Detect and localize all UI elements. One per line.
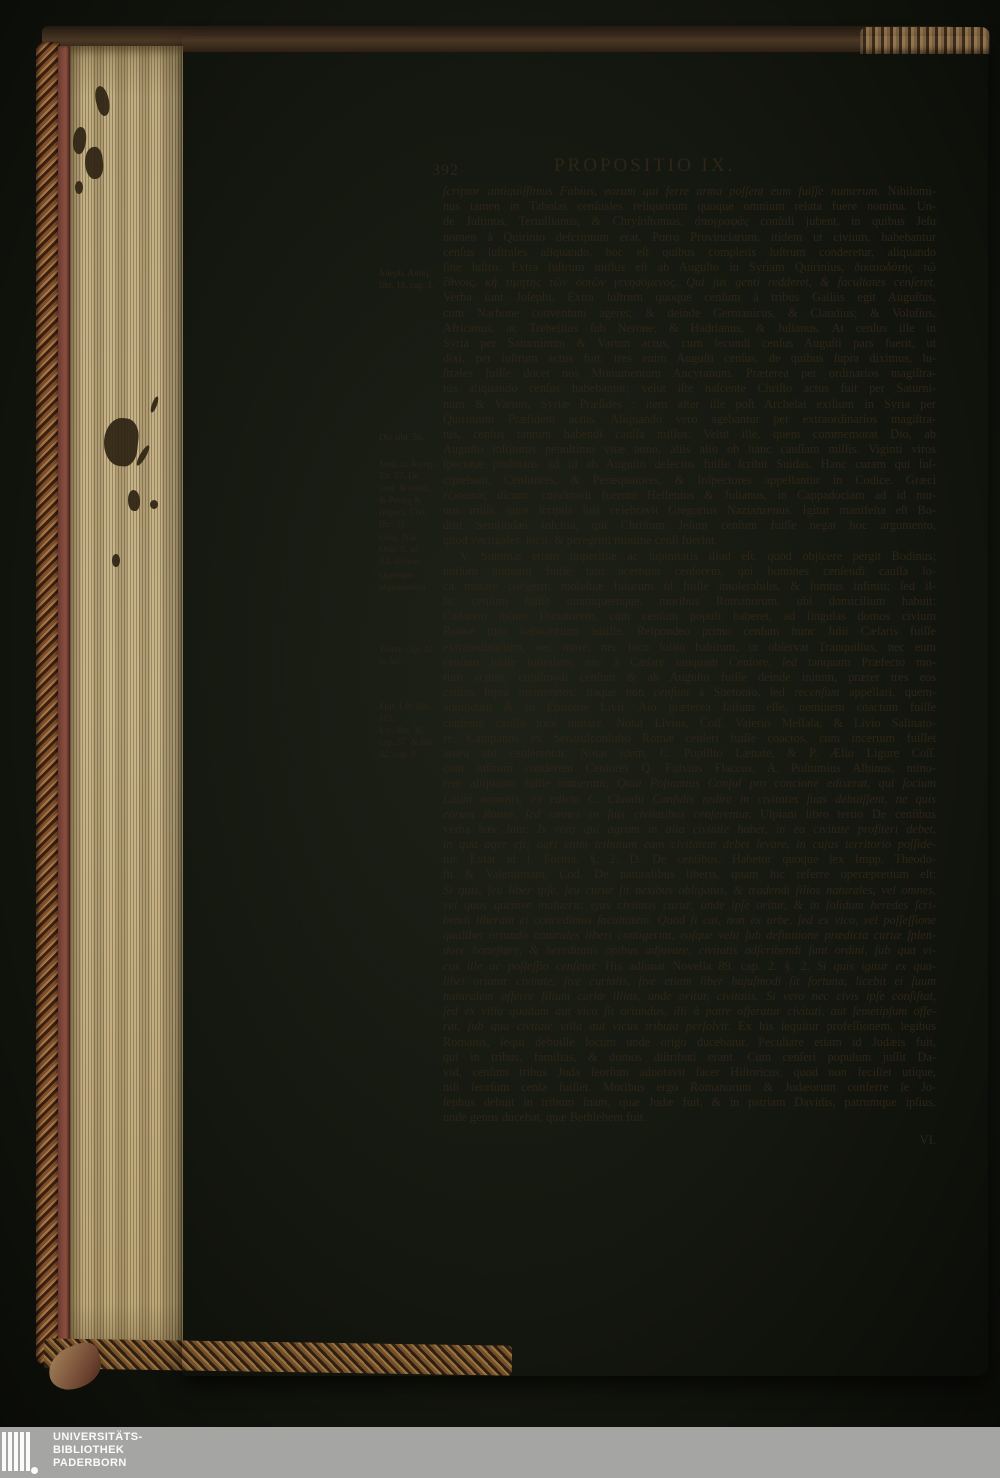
text-line — [443, 898, 936, 913]
text-segment: verba hæc ſunt: — [443, 821, 538, 836]
margin-note-line: argumentum — [379, 583, 426, 594]
text-line — [443, 351, 936, 366]
greek-text-segment: ἀπογραφὰς — [694, 214, 749, 229]
text-segment: cipiebant, Cenſitores, & Peræquatores, & Inſpectores appellantur in Codice. Græci — [443, 472, 936, 487]
text-segment: cenſum fuiſſe luſtralem, nec à Cæſare tanquam Cenſore, ſed tanquam Præfecto mo- — [443, 654, 936, 669]
text-line — [443, 716, 936, 731]
text-segment: nus tamen in Tabulas cenſuales reliquorum quoque omnium relata fuere nomina. Un- — [443, 199, 936, 214]
text-segment: recenſum — [794, 685, 840, 700]
text-segment: cum luſtrum conderent Cenſores Q. Fulvius Flaccus, A. Poſtumius Albinus, mino- — [443, 761, 936, 776]
text-segment: eorum Romæ, ſed omnes in ſuis civitatibus cenſerentur. — [443, 806, 752, 821]
text-segment: ſpectatæ probitatis ad id ab Auguſto delectos fuiſſe ſcribit Suidas. Hanc curam qui ſuſ- — [443, 457, 936, 472]
text-segment: antea ubi cenſerentur. Notat idem, C. Popillio Lænate, & P. Ælio Ligure Coſſ. — [443, 745, 936, 760]
text-line — [443, 989, 936, 1004]
margin-note-line: 115. — [379, 714, 395, 725]
text-segment: ca mutare coëgerit; moleſtiæ futurum id fuiſſe intolerabilis, & ſumtus infiniti; ſed il- — [443, 578, 936, 593]
text-segment: cenſum — [653, 685, 690, 700]
text-line — [443, 214, 936, 229]
text-segment: Verba ſunt Joſephi. Extra luſtrum quoque cenſum à tribus Galliis egit Auguſtus, — [443, 290, 936, 305]
text-segment: bendi liberam ei concedimus facultatem. Quod ſi cui, non ex urbe, ſed ex vico, vel poſſeſſione — [443, 913, 936, 927]
text-line — [443, 275, 936, 290]
library-watermark-band — [0, 1427, 1000, 1478]
text-segment: admodum & in Epitome Livii. Aio præterea falſum eſſe, neminem coactum fuiſſe — [443, 700, 936, 715]
catchword: VI. — [919, 1133, 936, 1147]
text-segment: Romanis, ſequi debuiſſe locum unde origo ducebatur. Peculiare etiam id Judæis fuit, — [443, 1034, 936, 1049]
margin-note-line: libr. 11. — [379, 520, 408, 531]
library-logo-dot-icon — [31, 1467, 38, 1474]
text-segment: lic cenſum fuiſſe unumquemque, moribus Romanorum, ubi domicilium habuit: — [443, 594, 936, 609]
text-segment: re, Campanos ex Senatuſconſulto Romæ cenſeri fuiſſe coactos, cum incertum fuiſſet — [443, 730, 936, 745]
text-segment: cenſus ſupra memoratos; itaque non — [443, 685, 654, 700]
text-segment: Is vero qui agrum in alia civitate habet, in ea civitate profiteri debet, — [537, 821, 936, 836]
text-line — [443, 184, 936, 199]
margin-note-line: 42. cap. 9. — [379, 750, 418, 761]
ink-stain — [128, 490, 140, 511]
margin-note-line: Orat. 9. ad — [379, 544, 419, 555]
margin-note-line: Suid. in Ἀπογρ. — [379, 460, 438, 470]
text-line — [443, 503, 936, 518]
text-line — [443, 594, 936, 609]
text-line — [443, 867, 936, 882]
text-line — [443, 1095, 936, 1110]
text-line — [443, 518, 936, 533]
text-line — [443, 822, 936, 837]
text-segment: Romæ tunc habitantium adiiſſe. Reſpondeo primo cenſum hunc Julii Cæſaris fuiſſe — [443, 624, 936, 639]
text-line — [443, 1019, 936, 1034]
margin-note-line: Inſpect. Cod. — [379, 508, 428, 519]
text-segment: cus ille ac poſſeſſio cenſetur. — [443, 958, 598, 973]
text-segment: ſine luſtro. Extra luſtrum miſſus eſt ab Auguſto in Syriam Quirinius, — [443, 259, 855, 274]
library-name-line: BIBLIOTHEK — [53, 1444, 125, 1456]
text-segment: nomen à Quirinio deſcriptum erat. Porro Provinciarum, itidem ut civium, habebantur — [443, 229, 936, 244]
text-line — [443, 397, 936, 412]
greek-text-segment: ἔθνοις, κὴ τιμητὴς τῶν ὁσιῶν γενησόμενος. — [443, 275, 678, 290]
text-line — [443, 852, 936, 867]
text-segment: V. Summæ etiam imperitiæ ac ſupinitatis illud eſt, quod objicere pergit Bodinus; — [460, 548, 936, 563]
margin-note-line: Joſeph. Antiq. — [379, 269, 431, 279]
text-segment: rum actum; cujuſmodi cenſum & ab Auguſto fuiſſe deinde initum, præter tres eos — [443, 670, 936, 684]
text-segment: tus, cenſus tantum habendi cauſſa miſſos. Velut ille, quem commemorat Dio, ab — [443, 427, 936, 441]
text-line — [443, 943, 936, 958]
text-segment: vel quos quemve maluerit: ejus civitatis curiæ, unde ipſe oritur, & in ſolidum heredes ſcri- — [443, 897, 936, 912]
text-segment: dore honeſtare, & hereditatis opibus adjuvare, civitatis adſcribendi ſunt ordini, ſub qua vi- — [443, 943, 936, 958]
text-line — [443, 1050, 936, 1065]
text-segment: Extat id l. Forma, §. 2. D. De cenſibus. Habetur quoque lex Impp. Theodo- — [459, 852, 936, 867]
text-segment: His adſonat Novella 89. cap. 2. §. 2. — [597, 958, 817, 973]
text-segment: nullum unquam fuiſſe tam acerbum cenſorem, qui homines cenſendi cauſſa lo- — [443, 563, 936, 578]
text-line — [443, 427, 936, 442]
text-line — [443, 609, 936, 624]
margin-note-line: Quartum — [379, 571, 413, 581]
text-segment: Quia Poſtumius Conſul pro concione edixerat, qui ſocium — [616, 776, 936, 791]
text-segment: Si quis igitur ex qua- — [816, 958, 936, 973]
text-line — [443, 959, 936, 974]
text-line — [443, 457, 936, 472]
text-line — [443, 655, 936, 670]
text-line — [443, 306, 936, 321]
text-line — [443, 883, 936, 898]
text-segment: appellari, quem- — [839, 685, 936, 700]
text-line — [443, 624, 936, 639]
margin-note-line: Tranq. cap. 42. — [379, 645, 435, 655]
text-line — [443, 928, 936, 943]
text-segment: naturalem offerre filium curiæ illius, unde oritur, civitatis. Si vero nec civis ipſe conſiſtat, — [443, 988, 936, 1003]
margin-note — [379, 701, 453, 761]
text-line — [443, 260, 936, 275]
text-line — [443, 564, 936, 579]
text-segment: num & Varum, Syriæ Præſides : item alter ille poſt Archelai exilium in Syria per — [443, 396, 936, 411]
text-line — [443, 381, 936, 396]
text-segment: à Suetonio, ſed — [689, 685, 795, 700]
page-number: 392 — [432, 162, 459, 179]
text-line — [443, 746, 936, 761]
text-segment: vid, cenſum tribus Juda ſeorſum adnotavit ſacer Hiſtoricus; quod non feciſſet utique, — [443, 1064, 936, 1079]
text-segment: Auguſto inſtitutus penultimo vitæ anno, aliis alio ob hanc cauſſam miſſis. Viginti viros — [443, 442, 936, 457]
text-line — [443, 336, 936, 351]
margin-note-line: Dio libr. 56. — [379, 433, 424, 443]
text-segment: Syria per Saturninum & Varum actus, cum ſecundi cenſus Auguſti pars fuerit, ut — [443, 335, 936, 350]
text-block — [443, 184, 936, 1126]
text-segment: Africanus, ac Trebellius ſub Nerone; & Hadrianus, & Julianus. At cenſus ille in — [443, 320, 936, 335]
text-segment: Nihilomi- — [880, 184, 936, 198]
margin-note — [379, 432, 453, 444]
book-fore-edge-pages — [70, 46, 183, 1356]
margin-note — [379, 570, 453, 594]
margin-note-line: Jul. ἐξισωτ. — [379, 556, 423, 567]
text-line — [443, 913, 936, 928]
margin-note — [379, 644, 453, 668]
margin-note-line: libr. 18. cap. 1. — [379, 281, 435, 292]
library-name-line: PADERBORN — [53, 1457, 127, 1469]
text-segment: conſuli jubent, in quibus Jeſu — [748, 214, 936, 229]
text-segment: Cæſarem ipſum Dictatorem, cum cenſum populi haberet, ad ſingulas domos civium — [443, 609, 936, 624]
margin-note-line: Greg. Naz. — [379, 532, 420, 543]
text-line — [443, 549, 936, 564]
text-line — [443, 1065, 936, 1080]
text-line — [443, 1004, 936, 1019]
margin-note-line: in Jul. — [379, 657, 402, 668]
text-line — [443, 579, 936, 594]
text-line — [443, 290, 936, 305]
margin-note — [379, 268, 453, 292]
text-segment: cenſendi cauſſa loca mutare. Notat Livius, Coſſ. Valerio Meſſala, & Livio Salinato- — [443, 715, 936, 730]
text-segment: Qui jus genti redderet, & facultates cenſeret. — [677, 275, 936, 290]
greek-text-segment: δικαιοδότης τῷ — [854, 259, 936, 274]
text-segment: qualibet oriundo naturales liberi contigerint, eoſque velit ſub definitione prædicta curiæ ſplen- — [443, 928, 936, 943]
text-line — [443, 807, 936, 822]
library-logo-icon — [2, 1432, 32, 1471]
margin-note-line: & Peræq & — [379, 496, 422, 507]
text-segment: rem aliquanto fuiſſe numerum, — [443, 776, 617, 791]
text-segment: qui in tribus, familias, & domos diſtributi erant. Cum cenſeri populum juſſit Da- — [443, 1049, 936, 1064]
margin-note — [379, 459, 453, 568]
text-segment: Ulpiani libro tertio De cenſibus — [751, 806, 936, 821]
text-line — [443, 670, 936, 685]
ink-stain — [75, 181, 83, 194]
library-name — [53, 1431, 143, 1470]
ink-stain — [150, 500, 158, 509]
page-header: PROPOSITIO IX. — [554, 155, 736, 176]
text-segment: extraordinarium, nec more, nec loco ſolito habitum, ut obſervat Tranquillus, nec eum — [443, 639, 936, 654]
text-segment: ſii & Valentiniani, Cod. De naturalibus liberis, quam hic referre operæpretium eſt: — [443, 867, 936, 882]
text-line — [443, 700, 936, 715]
text-segment: ſephus debuit in tribum ſuam, quæ Judæ fuit, & in patriam Davidis, patrumque ipſius, — [443, 1095, 936, 1110]
text-segment: in qua ager eſt; agri enim tributum eam civitatem debet levare, in cujus territorio poſſide- — [443, 837, 936, 852]
text-segment: libet oriatur civitate, ſive curialis, ſive etiam liber hujuſmodi ſit fortuna, licebit ei ſuum — [443, 973, 936, 988]
text-line — [443, 1110, 936, 1125]
text-line — [443, 366, 936, 381]
text-line — [443, 776, 936, 791]
text-segment: dini Semijudæi inſcitia, qui Chriſtum Jeſum cenſum fuiſſe negat hoc argumento, — [443, 518, 936, 533]
text-line — [443, 792, 936, 807]
text-line — [443, 761, 936, 776]
text-segment: cenſus luſtrales aliquando, hoc eſt quibus completis luſtrum conderetur, aliquando — [443, 244, 936, 259]
text-line — [443, 488, 936, 503]
margin-note-line: Tit. 57. De — [379, 472, 419, 483]
text-line — [443, 321, 936, 336]
text-segment: dixi, per luſtrum actus fuit: tres enim Auguſti cenſus, de quibus ſupra diximus, lu- — [443, 351, 936, 366]
text-line — [443, 731, 936, 746]
text-line — [443, 230, 936, 245]
text-line — [443, 1080, 936, 1095]
text-segment: unde genus ducebat, quæ Bethlehem fuit. — [443, 1110, 647, 1125]
text-line — [443, 1035, 936, 1050]
text-segment: tus aliquando cenſus habebantur; velut iſte naſcente Chriſto actus fuit per Saturni- — [443, 381, 936, 396]
text-segment: Quirinium Præſidem actus. Aliquando vero agebantur per extraordinarios magiſtra- — [443, 411, 936, 426]
text-segment: tur. — [443, 852, 460, 867]
text-segment: Ex his ſequitur profeſſionem, legibus — [730, 1019, 936, 1034]
text-segment: cum Narbone conventum ageret; & deinde Germanicus, & Claudius; & Voluſius, — [443, 305, 936, 320]
text-segment: Latini nominis, ex edicto C. Claudii Conſulis redire in civitates ſuas debuiſſent, ne quis — [443, 791, 936, 806]
text-line — [443, 245, 936, 260]
text-line — [443, 974, 936, 989]
text-segment: quod vectigales, ſocii, & peregrini minime cenſi fuerint. — [443, 533, 718, 548]
text-segment: rat, ſub qua civitate villa aut vicus tributa perſolvit. — [443, 1019, 731, 1034]
greek-text-segment: ἐξισωτὰς — [443, 487, 488, 502]
book-page — [182, 36, 988, 1376]
text-segment: ſed ex villa quadam aut vico ſit oriundus, illi à patre offeratur civitati, aut ſemetipſum offe- — [443, 1004, 936, 1019]
text-line — [443, 199, 936, 214]
text-line — [443, 412, 936, 427]
ink-stain — [112, 554, 120, 567]
text-line — [443, 473, 936, 488]
margin-note-line: Liv. libr. 38. — [379, 726, 425, 737]
text-segment: ſcriptor antiquiſſimus Fabius, eorum qui ferre arma poſſent eum fuiſſe numerum. — [443, 184, 881, 198]
margin-note-line: cap. 37. & libr. — [379, 738, 435, 749]
library-name-line: UNIVERSITÄTS- — [53, 1431, 143, 1443]
text-segment: nus miſſi, quos ſcriptis ſuis celebravit Gregorius Nazianzenus. Igitur manifeſta eſt Bo- — [443, 502, 936, 517]
text-segment: Si quis, ſeu liber ipſe, ſeu curiæ ſit nexibus obligatus, & tradendi filios naturales, vel omnes, — [443, 882, 936, 897]
text-segment: dicunt: cujuſmodi fuerunt Hellenius & Julianus, in Cappadociam ad id mu- — [487, 487, 936, 502]
text-line — [443, 442, 936, 457]
text-line — [443, 837, 936, 852]
text-segment: de Juſtinus, Tertullianus, & Chryſoſtomus, — [443, 214, 695, 229]
margin-note-line: cenſ. & cenſit. — [379, 484, 432, 495]
text-line — [443, 685, 936, 700]
margin-note-line: Epit. Liv. libr. — [379, 702, 431, 712]
text-line — [443, 640, 936, 655]
text-line — [443, 533, 936, 548]
text-segment: niſi ſeorſum cenſa fuiſſet. Moribus ergo Romanorum & Judæorum conferre ſe Jo- — [443, 1080, 936, 1095]
text-segment: ſtrales fuiſſe docet nos Monumentum Ancyranum. Præterea per ordinarios magiſtra- — [443, 366, 936, 381]
book-leather-cover-edge — [36, 42, 60, 1364]
